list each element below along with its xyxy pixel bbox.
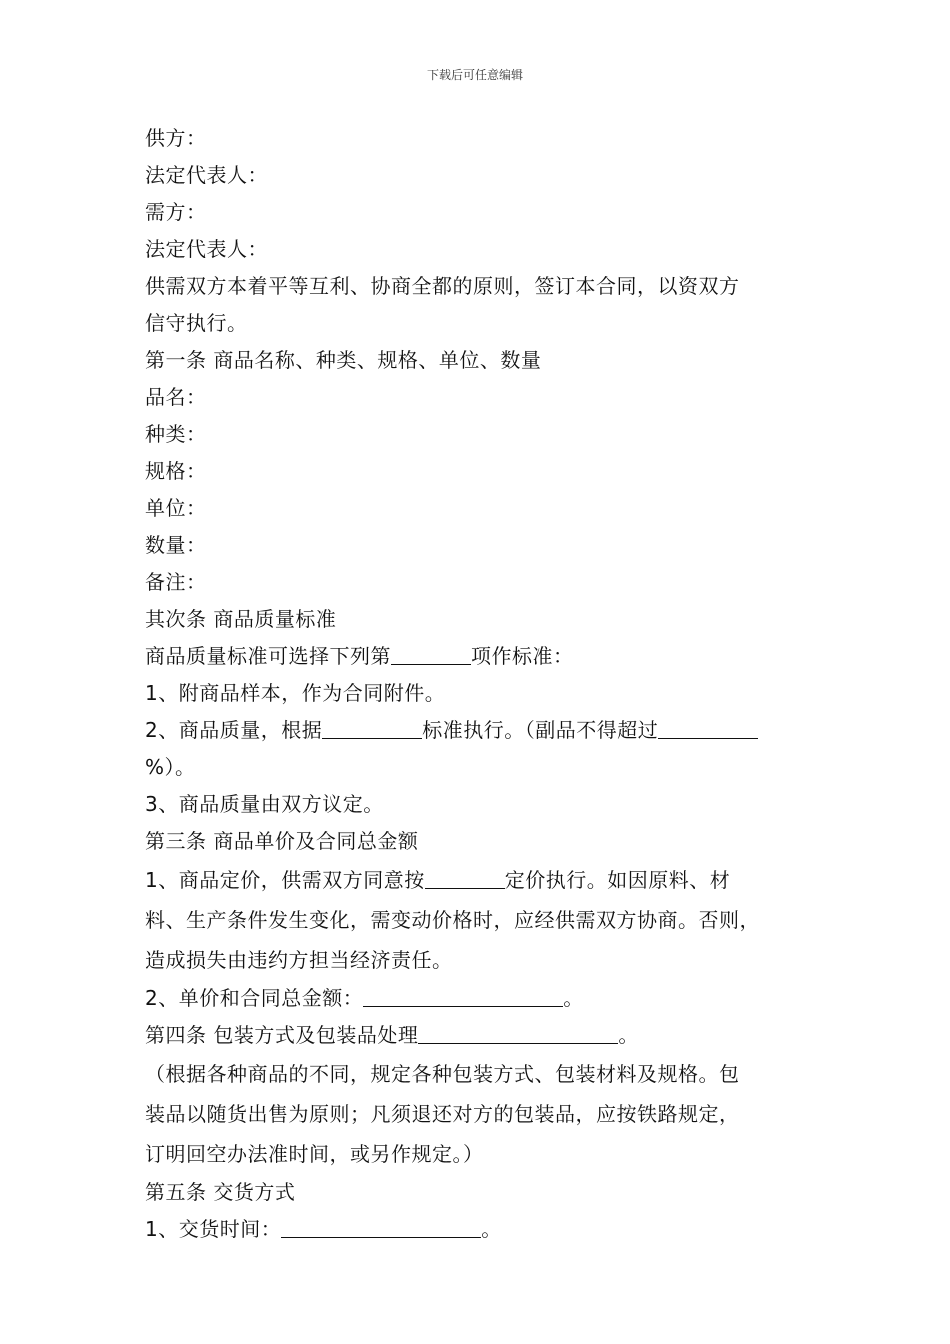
article-3-heading: 第三条 商品单价及合同总金额 xyxy=(145,829,419,853)
packaging-note-3: 订明回空办法准时间，或另作规定。） xyxy=(145,1142,484,1166)
quality-standard-text-a: 商品质量标准可选择下列第 xyxy=(145,644,391,668)
price-clause-2-end: 。 xyxy=(563,986,584,1010)
delivery-time-blank xyxy=(281,1213,481,1238)
packaging-note-2: 装品以随货出售为原则；凡须退还对方的包装品，应按铁路规定， xyxy=(145,1102,740,1126)
quality-clause-1: 1、附商品样本，作为合同附件。 xyxy=(145,681,446,705)
preamble-line-2: 信守执行。 xyxy=(145,311,248,335)
buyer-line: 需方： xyxy=(145,200,207,224)
delivery-time-line xyxy=(145,1211,815,1248)
packaging-note-1: （根据各种商品的不同，规定各种包装方式、包装材料及规格。包 xyxy=(145,1062,740,1086)
article-4-heading xyxy=(145,1017,815,1054)
price-clause-1-cont-1: 料、生产条件发生变化，需变动价格时，应经供需双方协商。否则， xyxy=(145,908,760,932)
quality-standard-blank xyxy=(391,640,471,665)
price-clause-2 xyxy=(145,980,815,1017)
quality-clause-2-blank-b xyxy=(658,714,758,739)
article-2-heading: 其次条 商品质量标准 xyxy=(145,607,337,631)
price-clause-1 xyxy=(145,860,815,900)
price-clause-2-text: 2、单价和合同总金额： xyxy=(145,986,364,1010)
item-unit-line: 单位： xyxy=(145,496,207,520)
buyer-rep-line: 法定代表人： xyxy=(145,237,268,261)
item-name-line: 品名： xyxy=(145,385,207,409)
price-clause-1-blank xyxy=(425,864,505,889)
price-clause-1-text-b: 定价执行。如因原料、材 xyxy=(504,868,731,892)
price-clause-1-text-a: 1、商品定价，供需双方同意按 xyxy=(145,868,425,892)
quality-clause-2-blank-a xyxy=(322,714,422,739)
quality-standard-line xyxy=(145,638,815,675)
quality-clause-2-cont: %）。 xyxy=(145,755,196,779)
article-4-blank xyxy=(418,1019,618,1044)
supplier-rep-line: 法定代表人： xyxy=(145,163,268,187)
article-1-heading: 第一条 商品名称、种类、规格、单位、数量 xyxy=(145,348,542,372)
preamble-line-1: 供需双方本着平等互利、协商全都的原则，签订本合同，以资双方 xyxy=(145,274,740,298)
quality-clause-2 xyxy=(145,712,815,749)
item-remark-line: 备注： xyxy=(145,570,207,594)
item-quantity-line: 数量： xyxy=(145,533,207,557)
delivery-time-end: 。 xyxy=(481,1217,502,1241)
item-spec-line: 规格： xyxy=(145,459,207,483)
contract-body xyxy=(145,120,815,1248)
quality-clause-3: 3、商品质量由双方议定。 xyxy=(145,792,384,816)
supplier-line: 供方： xyxy=(145,126,207,150)
quality-standard-text-b: 项作标准： xyxy=(471,644,574,668)
price-clause-2-blank xyxy=(363,982,563,1007)
page-header: 下载后可任意编辑 xyxy=(426,68,523,82)
item-type-line: 种类： xyxy=(145,422,207,446)
quality-clause-2-text-b: 标准执行。（副品不得超过 xyxy=(422,718,659,742)
article-4-text: 第四条 包装方式及包装品处理 xyxy=(145,1023,419,1047)
quality-clause-2-text-a: 2、商品质量，根据 xyxy=(145,718,323,742)
price-clause-1-cont-2: 造成损失由违约方担当经济责任。 xyxy=(145,948,453,972)
delivery-time-text: 1、交货时间： xyxy=(145,1217,282,1241)
article-4-end: 。 xyxy=(618,1023,639,1047)
article-5-heading: 第五条 交货方式 xyxy=(145,1180,296,1204)
